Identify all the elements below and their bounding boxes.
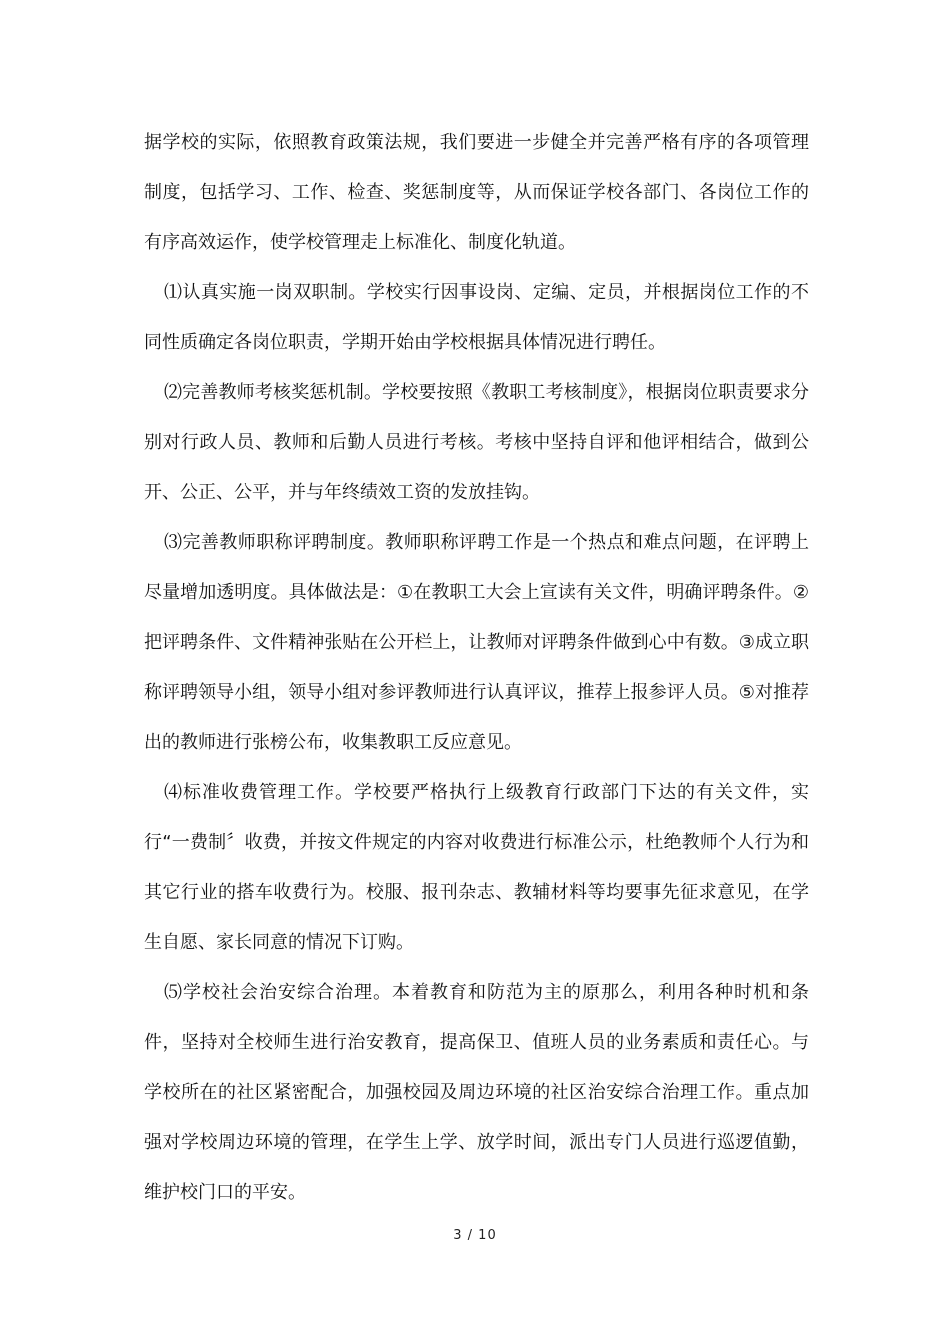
document-body [144, 118, 809, 1218]
paragraph-item-4: ⑷标准收费管理工作。学校要严格执行上级教育行政部门下达的有关文件，实行“一费制〞收费，并按文件规定的内容对收费进行标准公示，杜绝教师个人行为和其它行业的搭车收费行为。校服、报刊杂志、教辅材料等均要事先征求意见，在学生自愿、家长同意的情况下订购。 [144, 782, 809, 953]
paragraph-item-5: ⑸学校社会治安综合治理。本着教育和防范为主的原那么，利用各种时机和条件，坚持对全校师生进行治安教育，提高保卫、值班人员的业务素质和责任心。与学校所在的社区紧密配合，加强校园及周边环境的社区治安综合治理工作。重点加强对学校周边环境的管理，在学生上学、放学时间，派出专门人员进行巡逻值勤，维护校门口的平安。 [144, 982, 809, 1203]
paragraph-intro: 据学校的实际，依照教育政策法规，我们要进一步健全并完善严格有序的各项管理制度，包括学习、工作、检查、奖惩制度等，从而保证学校各部门、各岗位工作的有序高效运作，使学校管理走上标准化、制度化轨道。 [144, 132, 809, 253]
page-number: 3 / 10 [453, 1228, 497, 1243]
paragraph-item-3: ⑶完善教师职称评聘制度。教师职称评聘工作是一个热点和难点问题，在评聘上尽量增加透明度。具体做法是：①在教职工大会上宣读有关文件，明确评聘条件。②把评聘条件、文件精神张贴在公开栏上，让教师对评聘条件做到心中有数。③成立职称评聘领导小组，领导小组对参评教师进行认真评议，推荐上报参评人员。⑤对推荐出的教师进行张榜公布，收集教职工反应意见。 [144, 532, 809, 753]
paragraph-item-2: ⑵完善教师考核奖惩机制。学校要按照《教职工考核制度》，根据岗位职责要求分别对行政人员、教师和后勤人员进行考核。考核中坚持自评和他评相结合，做到公开、公正、公平，并与年终绩效工资的发放挂钩。 [144, 382, 809, 503]
paragraph-item-1: ⑴认真实施一岗双职制。学校实行因事设岗、定编、定员，并根据岗位工作的不同性质确定各岗位职责，学期开始由学校根据具体情况进行聘任。 [144, 282, 809, 353]
